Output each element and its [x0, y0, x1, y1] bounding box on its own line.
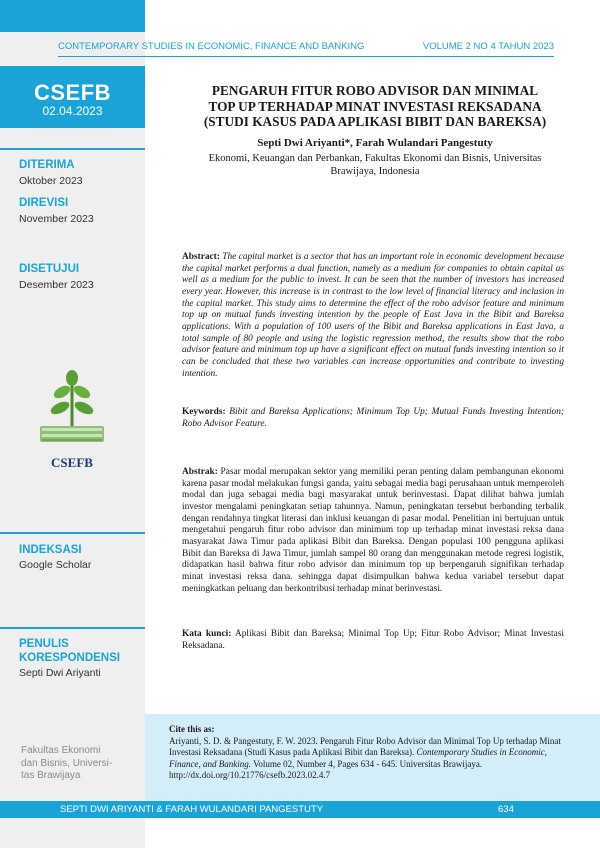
keywords-english: [182, 407, 564, 430]
volume-info: VOLUME 2 NO 4 TAHUN 2023: [422, 41, 554, 52]
citation-box: [145, 714, 600, 801]
corr-label-line2: KORESPONDENSI: [19, 652, 120, 664]
affiliation: [170, 152, 580, 178]
citation-content: [169, 724, 567, 782]
affiliation-line: Brawijaya, Indonesia: [330, 166, 420, 177]
keywords-text: Bibit and Bareksa Applications; Minimum Top Up; Mutual Funds Investing Intention; Robo Advisor Feature.: [182, 407, 564, 429]
title-line: PENGARUH FITUR ROBO ADVISOR DAN MINIMAL: [211, 83, 539, 98]
sidebar-top-band: [0, 0, 145, 32]
citation-title: Cite this as:: [169, 724, 215, 734]
header-rule: [58, 56, 554, 57]
journal-brand-block: [0, 66, 145, 128]
received-label: DITERIMA: [19, 159, 75, 171]
title-line: (STUDI KASUS PADA APLIKASI BIBIT DAN BAREKSA): [203, 114, 547, 129]
accepted-label: DISETUJUI: [19, 263, 80, 275]
article-title: [165, 83, 585, 130]
accepted-value: Desember 2023: [19, 279, 94, 291]
sidebar-divider: [0, 148, 145, 150]
keywords-label: Keywords:: [182, 407, 226, 417]
abstract-indonesian: [182, 467, 564, 595]
faculty-note: [21, 745, 126, 783]
abstrak-label: Abstrak:: [182, 467, 218, 477]
revised-label: DIREVISI: [19, 197, 69, 209]
running-footer: [0, 801, 600, 818]
page-number: 634: [498, 804, 514, 815]
footer-authors: SEPTI DWI ARIYANTI & FARAH WULANDARI PANGESTUTY: [60, 804, 324, 815]
faculty-line: dan Bisnis, Universi-: [21, 757, 113, 769]
csefb-logo: [36, 370, 108, 471]
sidebar-divider: [0, 627, 145, 629]
authors: Septi Dwi Ariyanti*, Farah Wulandari Pangestuty: [257, 137, 493, 149]
index-value: Google Scholar: [19, 559, 92, 571]
faculty-line: Fakultas Ekonomi: [21, 745, 101, 756]
corr-label-line1: PENULIS: [19, 638, 69, 650]
received-value: Oktober 2023: [19, 175, 83, 187]
brand-name: CSEFB: [33, 80, 112, 105]
index-label: INDEKSASI: [19, 544, 82, 556]
plant-money-icon: [36, 370, 108, 448]
affiliation-line: Ekonomi, Keuangan dan Perbankan, Fakultas Ekonomi dan Bisnis, Universitas: [208, 153, 542, 164]
kata-kunci-text: Aplikasi Bibit dan Bareksa; Minimal Top Up; Fitur Robo Advisor; Minat Investasi Reksadana.: [182, 629, 564, 651]
abstrak-text: Pasar modal merupakan sektor yang memiliki peran penting dalam pembangunan ekonomi karena pasar modal melakukan fungsi ganda, yaitu sebagai media bagi perusahaan untuk memperoleh modal dan juga sebagai media bagi masyarakat untuk berinvestasi. Dapat dilihat bahwa jumlah investor mengalami peningkatan setiap tahunnya. Namun, peningkatan tersebut berbanding terbalik dengan rendahnya tingkat literasi dan inklusi keuangan di pasar modal. Penelitian ini bertujuan untuk mengetahui pengaruh fitur robo advisor dan minimum top up terhadap minat investasi reksa dana masyarakat Jawa Timur pada aplikasi Bibit dan Bareksa. Dengan populasi 100 pengguna aplikasi Bibit dan Bareksa di Jawa Timur, jumlah sampel 80 orang dan menggunakan metode regresi logistik, didapatkan hasil bahwa fitur robo advisor dan minimum top up berpengaruh signifikan terhadap minat investasi reksa dana. sehingga dapat disimpulkan bahwa kedua variabel tersebut dapat meningkatkan peluang dan berkontribusi terhadap minat berinvestasi.: [182, 467, 564, 594]
title-line: TOP UP TERHADAP MINAT INVESTASI REKSADANA: [208, 98, 542, 114]
citation-journal: Contemporary Studies in Economic, Finance, and Banking.: [169, 747, 547, 769]
keywords-indonesian: [182, 629, 564, 652]
abstract-text: The capital market is a sector that has an important role in economic development because the capital market performs a dual function, namely as a medium for companies to obtain capital as well as a medium for the public to invest. It can be seen that the number of investors has increased every year. However, this increase is in contrast to the low level of financial literacy and inclusion in the capital market. This study aims to determine the effect of the robo advisor feature and minimum top up on mutual funds investing intention by the people of East Java in the Bibit and Bareksa applications. With a population of 100 users of the Bibit and Bareksa applications in East Java, a total sample of 80 people and using the logistic regression method, the results show that the robo advisor feature and minimum top up have a significant effect on mutual funds investing intention so it can be concluded that these two variables can increase opportunities and contribute to investing intention.: [182, 252, 565, 379]
abstract-english: [182, 252, 564, 380]
faculty-line: tas Brawijaya: [21, 770, 81, 781]
abstract-label: Abstract:: [182, 252, 220, 262]
citation-text: Ariyanti, S. D. & Pangestuty, F. W. 2023. Pengaruh Fitur Robo Advisor dan Minimal Top Up terhadap Minat Investasi Reksadana (Studi Kasus pada Aplikasi Bibit dan Bareksa).: [169, 735, 561, 757]
kata-kunci-label: Kata kunci:: [182, 629, 232, 639]
revised-value: November 2023: [19, 213, 94, 225]
brand-code: 02.04.2023: [42, 104, 103, 118]
sidebar-divider: [0, 532, 145, 534]
corr-value: Septi Dwi Ariyanti: [19, 667, 101, 679]
logo-text: CSEFB: [51, 455, 93, 470]
journal-name: CONTEMPORARY STUDIES IN ECONOMIC, FINANCE AND BANKING: [58, 41, 365, 52]
citation-text-end[interactable]: Volume 02, Number 4, Pages 634 - 645. Universitas Brawijaya. http://dx.doi.org/10.21776/csefb.2023.02.4.7: [169, 758, 483, 780]
running-header: [58, 32, 600, 62]
